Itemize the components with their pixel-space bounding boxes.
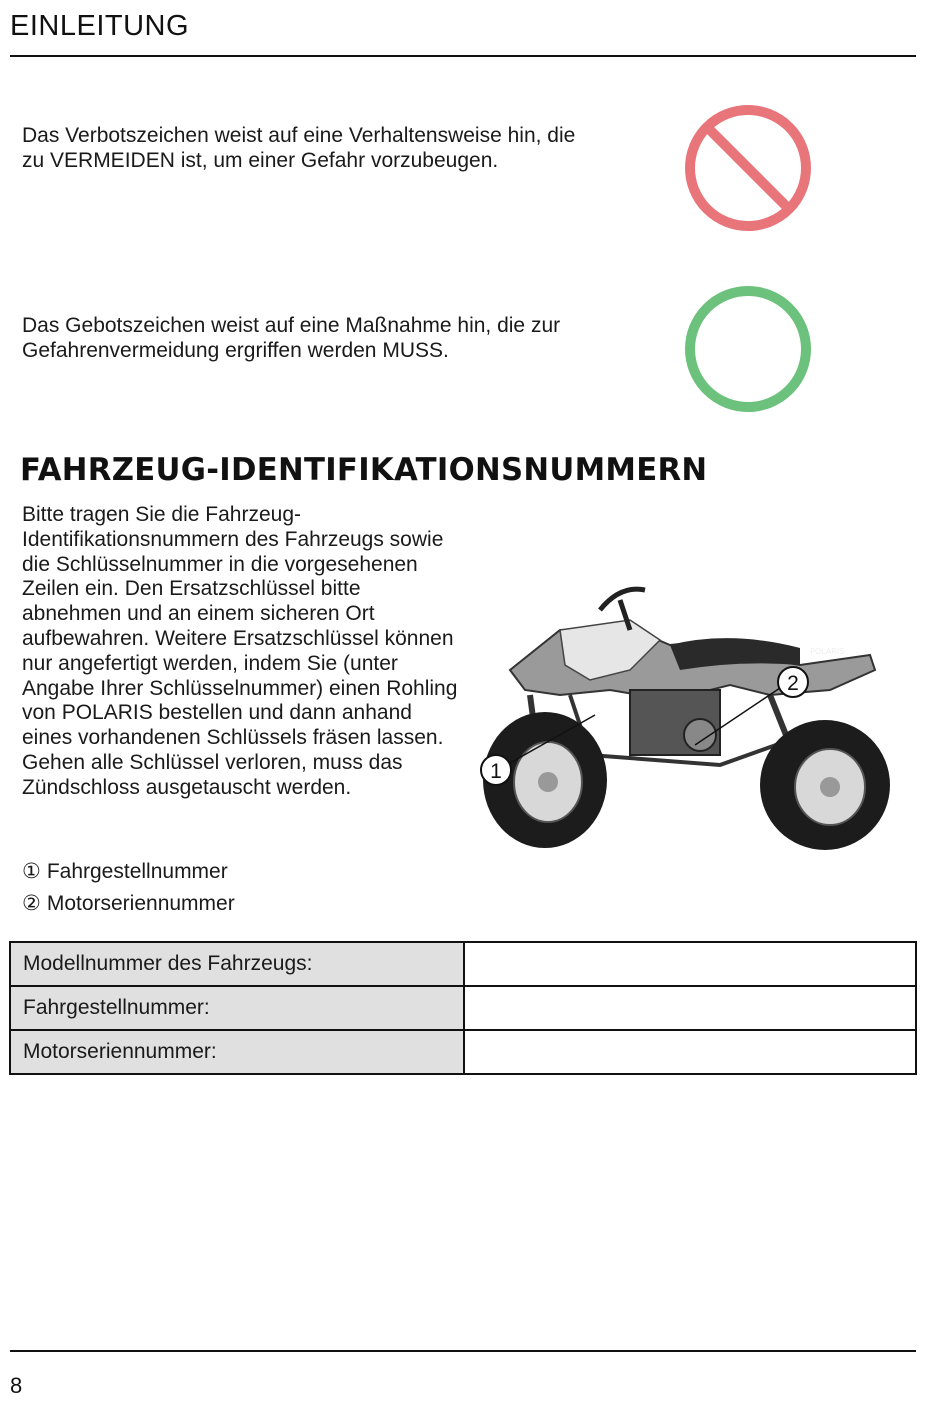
footer-rule [10, 1350, 916, 1352]
frame-number-label: Fahrgestellnummer: [10, 986, 464, 1030]
engine-number-label: Motorseriennummer: [10, 1030, 464, 1074]
page-number: 8 [10, 1373, 23, 1398]
section-body: Bitte tragen Sie die Fahrzeug-Identifikationsnummern des Fahrzeugs sowie die Schlüsselnummer in die vorgesehenen Zeilen ein. Den Ersatzschlüssel bitte abnehmen und an einem sicheren Ort aufbewahren. Weitere Ersatzschlüssel können nur angefertigt werden, indem Sie (unter Angabe Ihrer Schlüsselnummer) einen Rohling von POLARIS bestellen und dann anhand eines vorhandenen Schlüssels fräsen lassen. Gehen alle Schlüssel verloren, muss das Zündschloss ausgetauscht werden. [22, 503, 458, 799]
model-number-label: Modellnummer des Fahrzeugs: [10, 942, 464, 986]
table-row [10, 986, 916, 1030]
page-header-title: EINLEITUNG [10, 10, 190, 42]
atv-photo [470, 570, 900, 860]
legend-item-engine-number [22, 891, 235, 916]
identification-table [9, 941, 917, 1075]
legend-item-frame-number [22, 859, 228, 884]
callout-2-label: 2 [787, 672, 799, 695]
legend-label: Motorseriennummer [46, 892, 235, 915]
engine-number-field[interactable] [464, 1030, 916, 1074]
table-row [10, 1030, 916, 1074]
model-number-field[interactable] [464, 942, 916, 986]
section-title: FAHRZEUG-IDENTIFIKATIONSNUMMERN [20, 452, 708, 488]
legend-marker: ② [22, 892, 41, 915]
header-rule [10, 55, 916, 57]
legend-label: Fahrgestellnummer [46, 860, 228, 883]
prohibition-sign-text: Das Verbotszeichen weist auf eine Verhaltensweise hin, die zu VERMEIDEN ist, um einer Gefahr vorzubeugen. [22, 124, 576, 172]
frame-number-field[interactable] [464, 986, 916, 1030]
atv-brand-text: POLARIS [810, 647, 845, 656]
callout-1-label: 1 [490, 760, 502, 783]
table-row [10, 942, 916, 986]
mandatory-sign-icon [682, 283, 814, 415]
prohibition-sign-icon [682, 102, 814, 234]
mandatory-sign-text: Das Gebotszeichen weist auf eine Maßnahme hin, die zur Gefahrenvermeidung ergriffen werden MUSS. [22, 314, 561, 362]
legend-marker: ① [22, 860, 41, 883]
